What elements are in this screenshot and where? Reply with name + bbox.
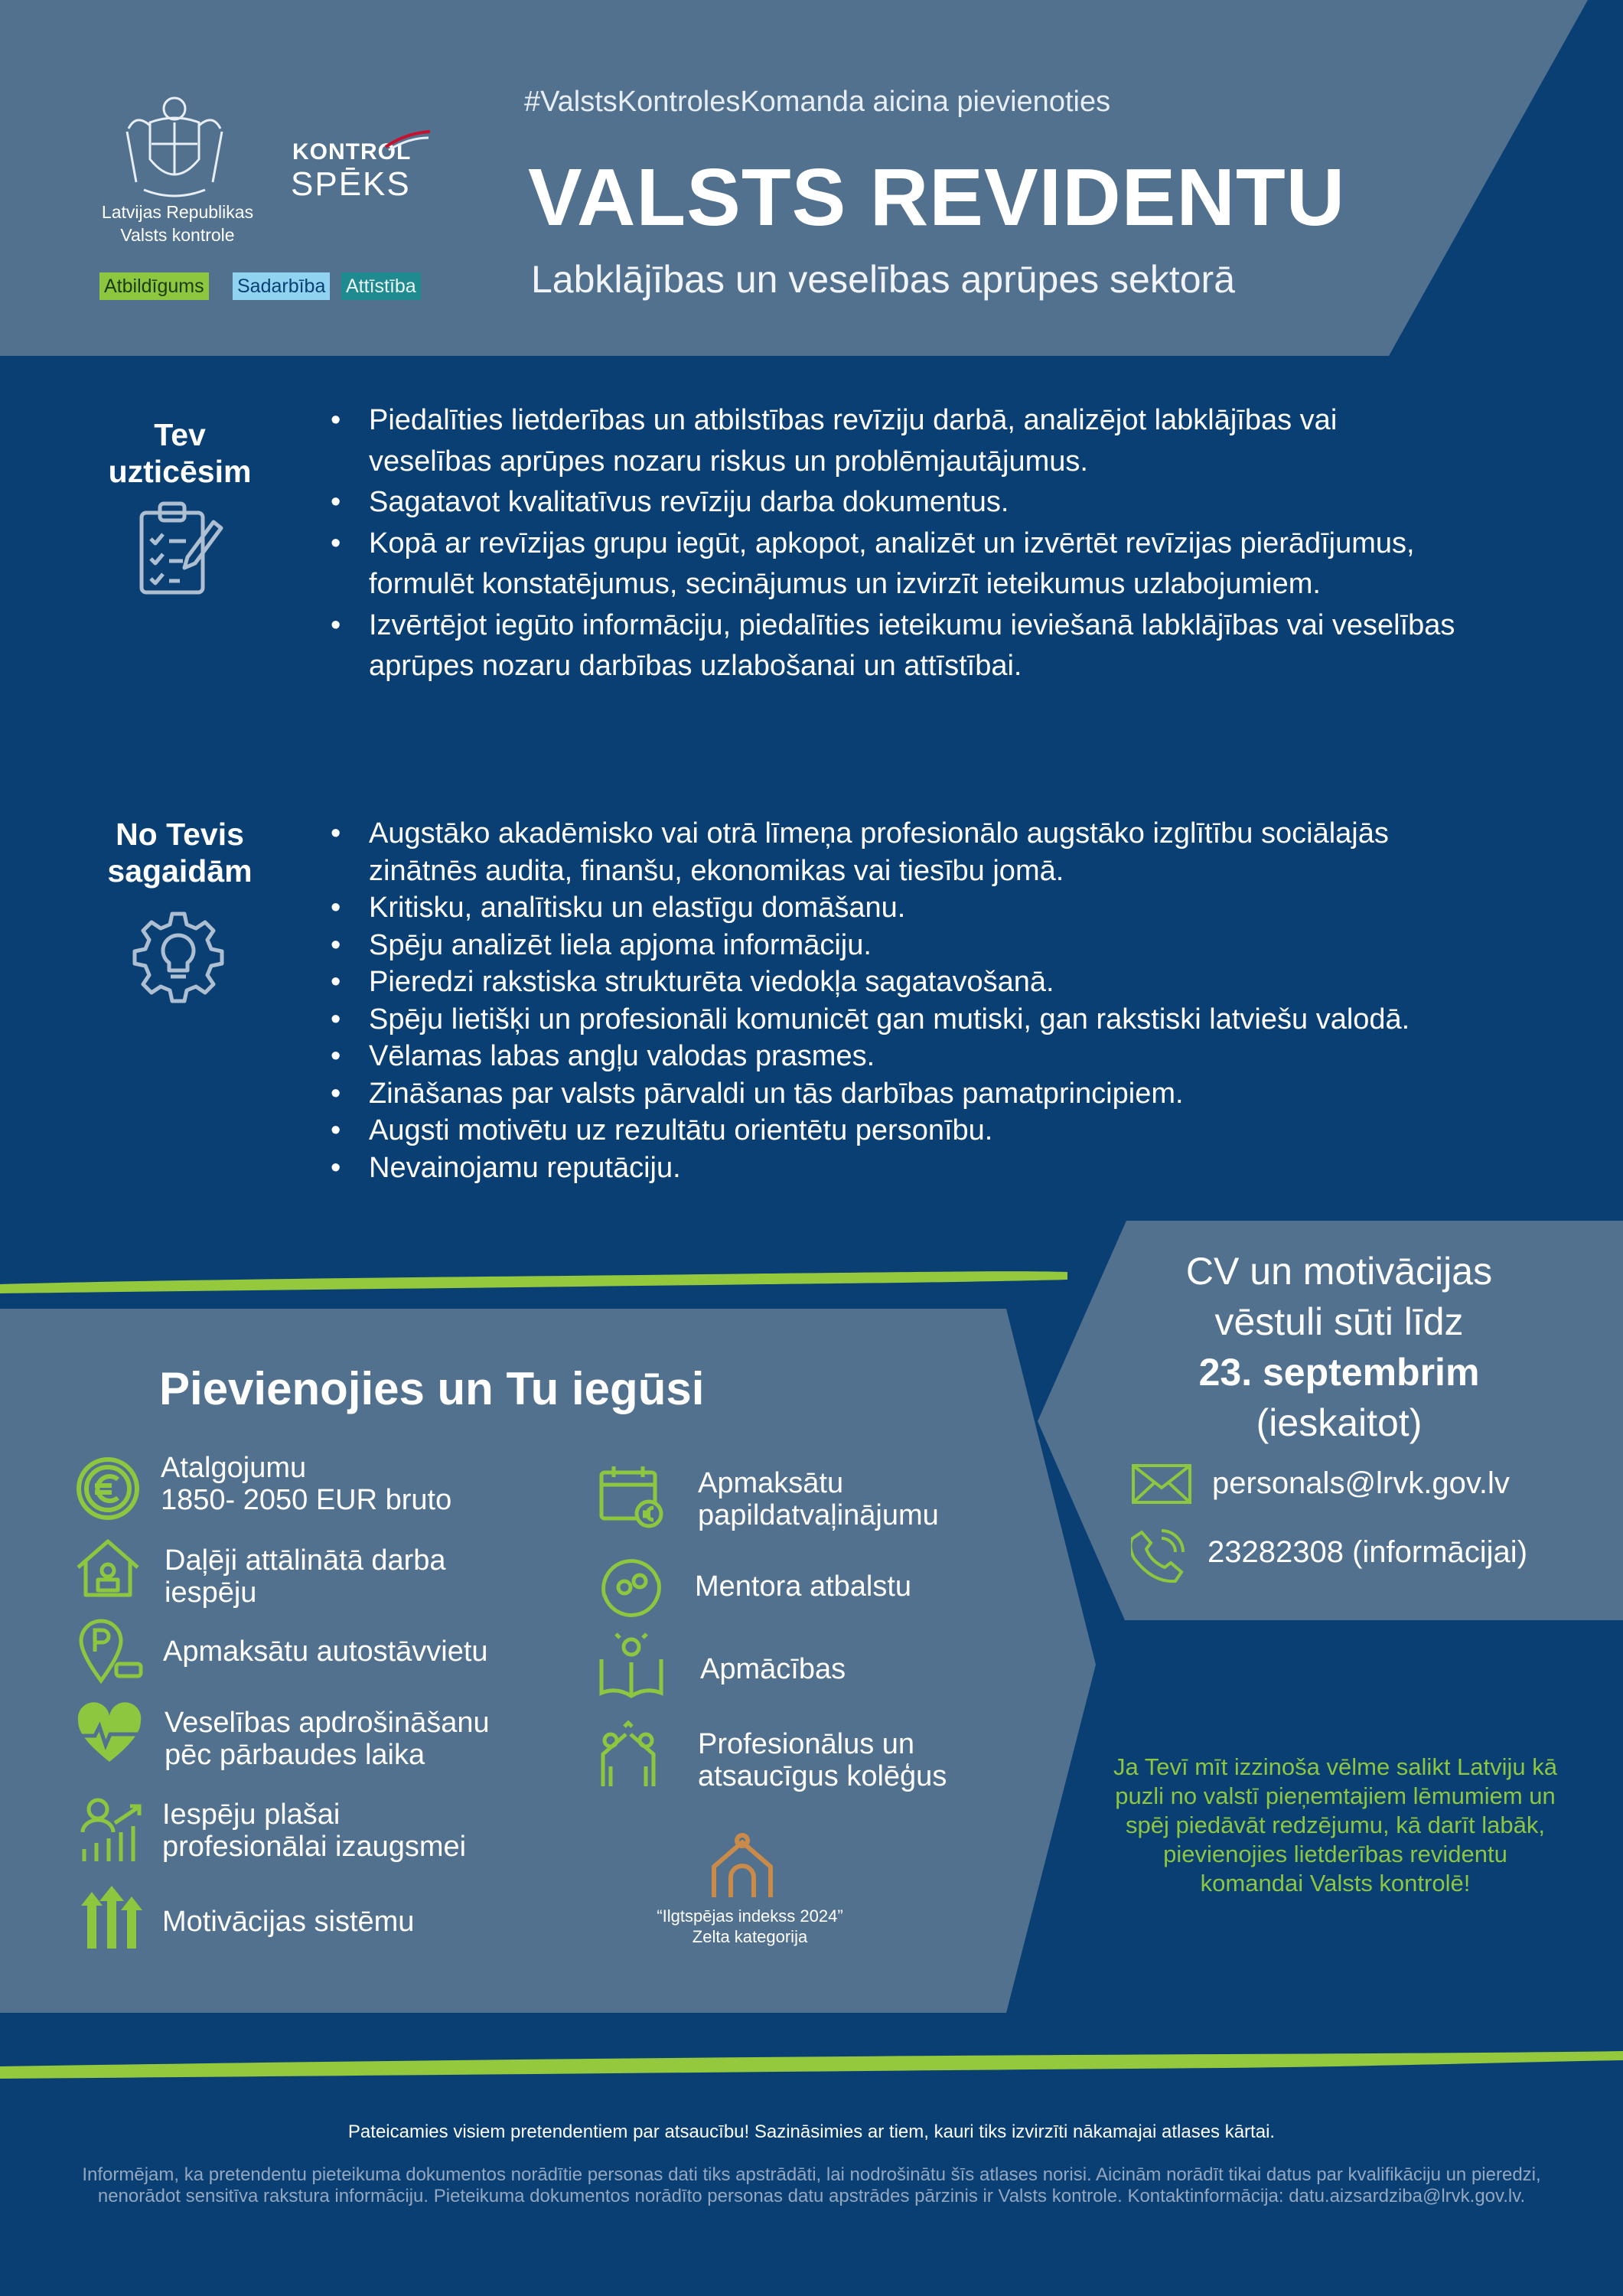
expect-list	[331, 815, 1463, 1186]
sustainability-award-house-icon	[708, 1833, 777, 1900]
benefit-colleagues-line-1: Profesionālus un	[698, 1728, 915, 1760]
list-item: • Kritisku, analītisku un elastīgu domāšanu.	[331, 889, 1463, 927]
benefit-leave-line-1: Apmaksātu	[698, 1467, 844, 1499]
invitation-note: Ja Tevī mīt izzinoša vēlme salikt Latviju kā puzli no valstī pieņemtajiem lēmumiem un spēj piedāvāt redzējumu, kā darīt labāk, pievienojies lietderības revidentu komandai Valsts kontrolē!	[1113, 1753, 1558, 1896]
benefit-growth-line-1: Iespēju plašai	[162, 1799, 341, 1831]
value-tag-sadarbiba: Sadarbība	[233, 272, 330, 300]
benefit-salary-line-1: Atalgojumu	[161, 1452, 307, 1484]
trust-heading-line-2: uzticēsim	[108, 454, 252, 489]
contact-phone[interactable]: 23282308 (informācijai)	[1207, 1535, 1528, 1569]
page-subtitle: Labklājības un veselības aprūpes sektorā	[531, 258, 1236, 301]
org-line-2: Valsts kontrole	[120, 225, 235, 245]
benefit-salary-line-2: 1850- 2050 EUR bruto	[161, 1484, 452, 1516]
trust-heading-line-1: Tev	[154, 417, 206, 452]
list-item: • Izvērtējot iegūto informāciju, piedalīties ieteikumu ieviešanā labklājības vai veselības aprūpes nozaru darbības uzlabošanai un attīstībai.	[331, 605, 1463, 687]
list-item: • Spēju lietišķi un profesionāli komunicēt gan mutiski, gan rakstiski latviešu valodā.	[331, 1001, 1463, 1039]
benefit-salary	[161, 1452, 451, 1516]
benefit-training: Apmācības	[700, 1653, 846, 1685]
euro-coin-icon	[73, 1454, 142, 1523]
benefit-remote-work	[165, 1544, 446, 1609]
benefit-mentor: Mentora atbalstu	[695, 1570, 912, 1603]
organization-name	[86, 201, 269, 246]
list-item: • Pieredzi rakstiska strukturēta viedokļa sagatavošanā.	[331, 964, 1463, 1001]
home-work-icon	[73, 1534, 142, 1603]
arrows-up-icon	[77, 1883, 145, 1952]
parking-icon	[77, 1616, 145, 1685]
list-item: • Zināšanas par valsts pārvaldi un tās darbības pamatprincipiem.	[331, 1075, 1463, 1113]
kontrol-logo-text: KONTROL	[292, 139, 412, 165]
benefit-health-insurance	[165, 1707, 490, 1771]
heart-pulse-icon	[75, 1701, 144, 1769]
mentor-icon	[597, 1554, 666, 1623]
list-item: • Augstāko akadēmisko vai otrā līmeņa profesionālo augstāko izglītību sociālajās zinātnēs audita, finanšu, ekonomikas vai tiesību jomā.	[331, 815, 1463, 889]
benefit-growth-line-2: profesionālai izaugsmei	[162, 1831, 467, 1863]
footer-privacy-notice: Informējam, ka pretendentu pieteikuma dokumentos norādītie personas dati tiks apstrādāti, lai nodrošinātu šīs atlases norisi. Aicinām norādīt tikai datus par kvalifikāciju un pieredzi, nenorādot sensitīva rakstura informāciju. Pieteikuma dokumentos norādīto personas datu apstrādes pārzinis ir Valsts kontrole. Kontaktinformācija: datu.aizsardziba@lrvk.gov.lv.	[82, 2164, 1541, 2206]
calendar-euro-icon	[597, 1462, 666, 1531]
contact-email[interactable]: personals@lrvk.gov.lv	[1212, 1466, 1510, 1500]
benefit-remote-line-1: Daļēji attālinātā darba	[165, 1544, 446, 1577]
kontrol-speks-swoosh-icon	[383, 129, 433, 152]
expect-heading-line-2: sagaidām	[107, 853, 253, 889]
envelope-icon	[1131, 1463, 1192, 1505]
trust-list	[331, 400, 1463, 687]
value-tag-atbildigums: Atbildīgums	[99, 272, 209, 300]
benefit-parking: Apmaksātu autostāvvietu	[163, 1636, 488, 1668]
list-item: • Sagatavot kvalitatīvus revīziju darba dokumentus.	[331, 482, 1463, 523]
green-brush-stroke-lower	[0, 2051, 1623, 2079]
apply-line-1: CV un motivācijas	[1185, 1250, 1493, 1293]
book-bulb-icon	[597, 1632, 666, 1701]
apply-line-4: (ieskaitot)	[1256, 1401, 1423, 1444]
benefit-extra-leave	[698, 1467, 939, 1531]
page-title: VALSTS REVIDENTU	[528, 152, 1346, 243]
expect-heading	[80, 816, 279, 889]
award-label-line-2: Zelta kategorija	[692, 1927, 808, 1946]
benefits-title: Pievienojies un Tu iegūsi	[159, 1363, 705, 1414]
list-item: • Piedalīties lietderības un atbilstības revīziju darbā, analizējot labklājības vai veselības aprūpes nozaru riskus un problēmjautājumus.	[331, 400, 1463, 482]
benefit-leave-line-2: papildatvaļinājumu	[698, 1499, 939, 1531]
list-item: • Vēlamas labas angļu valodas prasmes.	[331, 1038, 1463, 1075]
footer-thanks: Pateicamies visiem pretendentiem par atsaucību! Sazināsimies ar tiem, kauri tiks izvirzīti nākamajai atlases kārtai.	[347, 2122, 1276, 2142]
trust-heading	[80, 416, 279, 490]
coat-of-arms-icon	[113, 83, 236, 205]
org-line-1: Latvijas Republikas	[101, 202, 254, 222]
application-deadline	[1117, 1246, 1561, 1448]
growth-icon	[77, 1795, 145, 1864]
benefit-health-line-2: pēc pārbaudes laika	[165, 1739, 425, 1771]
expect-heading-line-1: No Tevis	[116, 817, 244, 852]
benefit-colleagues-line-2: atsaucīgus kolēģus	[698, 1760, 947, 1792]
deadline-date: 23. septembrim	[1198, 1351, 1480, 1394]
green-brush-stroke-upper	[0, 1271, 1067, 1293]
benefit-motivation: Motivācijas sistēmu	[162, 1906, 415, 1938]
value-tag-attistiba: Attīstība	[341, 272, 421, 300]
hashtag-line: #ValstsKontrolesKomanda aicina pievienoties	[524, 86, 1111, 118]
list-item: • Spēju analizēt liela apjoma informāciju.	[331, 927, 1463, 964]
list-item: • Nevainojamu reputāciju.	[331, 1150, 1463, 1187]
benefit-health-line-1: Veselības apdrošināšanu	[165, 1707, 490, 1739]
list-item: • Kopā ar revīzijas grupu iegūt, apkopot, analizēt un izvērtēt revīzijas pierādījumus, formulēt konstatējumus, secinājumus un izvirzīt ieteikumus uzlabojumiem.	[331, 523, 1463, 605]
phone-icon	[1131, 1528, 1186, 1583]
award-label-line-1: “Ilgtspējas indekss 2024”	[657, 1906, 843, 1926]
benefit-remote-line-2: iespēju	[165, 1577, 257, 1609]
apply-line-2: vēstuli sūti līdz	[1214, 1300, 1464, 1343]
list-item: • Augsti motivētu uz rezultātu orientētu personību.	[331, 1112, 1463, 1150]
colleagues-icon	[594, 1720, 663, 1789]
benefit-growth	[162, 1799, 466, 1863]
gear-lightbulb-icon	[130, 909, 227, 1006]
benefit-colleagues	[698, 1728, 947, 1792]
speks-logo-text: SPĒKS	[291, 165, 411, 203]
checklist-clipboard-icon	[134, 499, 226, 598]
award-label	[612, 1906, 888, 1947]
